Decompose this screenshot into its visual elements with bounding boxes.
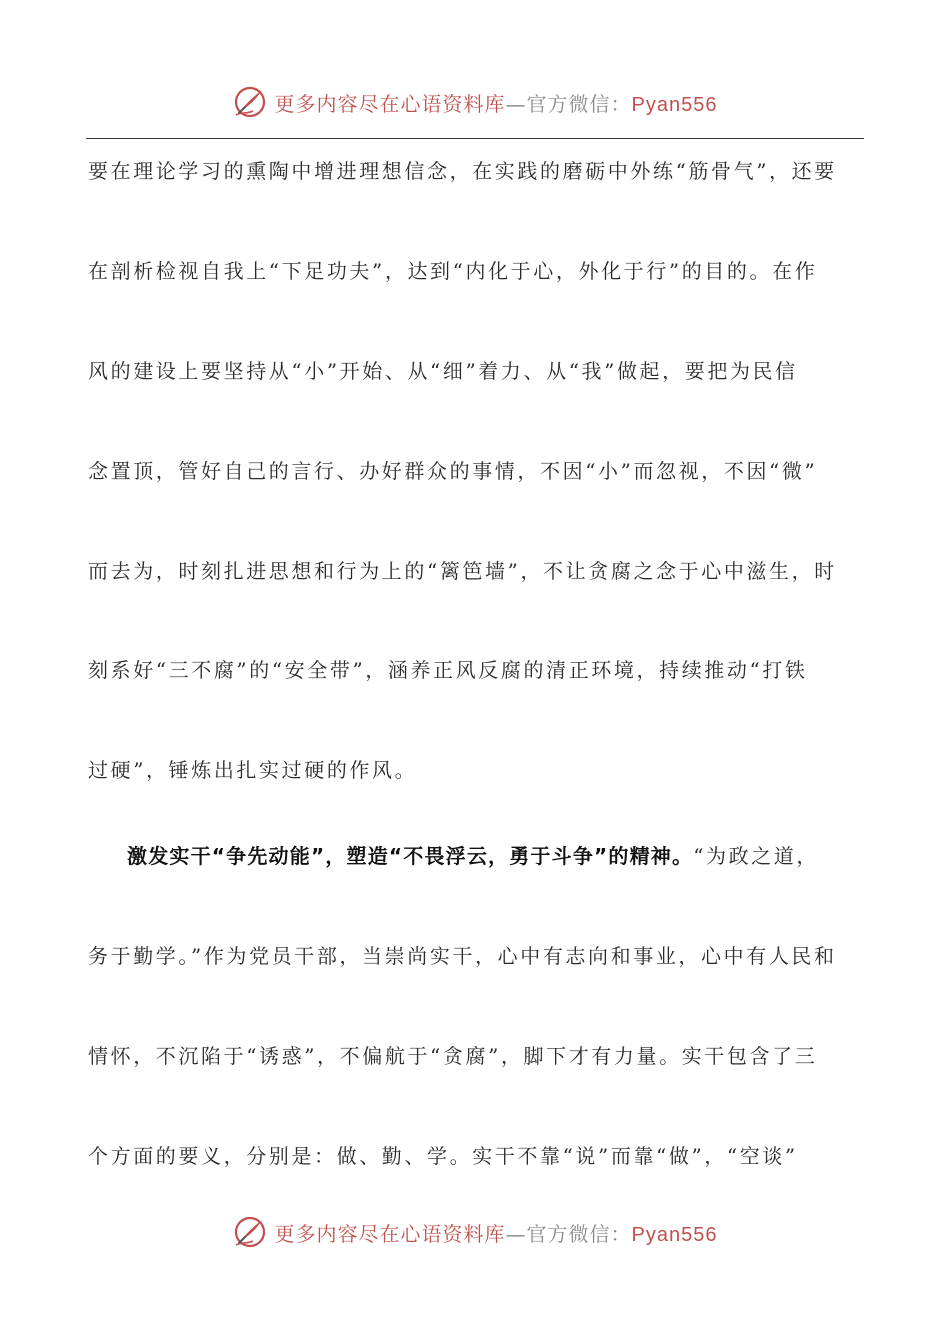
header-wechat-label: 官方微信： — [526, 91, 632, 116]
footer-wechat-label: 官方微信： — [526, 1221, 632, 1246]
body-line-5: 而去为，时刻扎进思想和行为上的“篱笆墙”，不让贪腐之念于心中滋生，时 — [88, 559, 837, 583]
header-wechat-id: Pyan556 — [631, 93, 718, 116]
body-line-4: 念置顶，管好自己的言行、办好群众的事情，不因“小”而忽视，不因“微” — [88, 459, 818, 483]
para2-bold-lead: 激发实干“争先动能”，塑造“不畏浮云，勇于斗争”的精神。 — [127, 844, 694, 868]
para2-first-rest: “为政之道， — [693, 844, 820, 868]
quill-logo-icon — [233, 85, 267, 119]
footer-banner — [0, 1212, 950, 1252]
body-line-3: 风的建设上要坚持从“小”开始、从“细”着力、从“我”做起，要把为民信 — [88, 359, 798, 383]
body-line-1: 要在理论学习的熏陶中增进理想信念，在实践的磨砺中外练“筋骨气”，还要 — [88, 159, 837, 183]
quill-logo-icon — [233, 1215, 267, 1249]
footer-main-text: 更多内容尽在心语资料库 — [274, 1221, 506, 1246]
footer-separator: — — [505, 1221, 527, 1246]
header-separator: — — [505, 91, 527, 116]
body-para2-line-2: 务于勤学。”作为党员干部，当崇尚实干，心中有志向和事业，心中有人民和 — [88, 944, 837, 968]
body-line-2: 在剖析检视自我上“下足功夫”，达到“内化于心，外化于行”的目的。在作 — [88, 259, 818, 283]
footer-wechat-id: Pyan556 — [631, 1223, 718, 1246]
body-line-7: 过硬”，锤炼出扎实过硬的作风。 — [88, 758, 418, 782]
body-line-6: 刻系好“三不腐”的“安全带”，涵养正风反腐的清正环境，持续推动“打铁 — [88, 658, 808, 682]
header-main-text: 更多内容尽在心语资料库 — [274, 91, 506, 116]
body-para2-first-line — [127, 843, 917, 869]
footer-banner-text — [275, 1218, 718, 1247]
header-divider — [86, 138, 864, 139]
header-banner — [0, 82, 950, 122]
body-para2-line-4: 个方面的要义，分别是：做、勤、学。实干不靠“说”而靠“做”，“空谈” — [88, 1144, 798, 1168]
body-para2-line-3: 情怀，不沉陷于“诱惑”，不偏航于“贪腐”，脚下才有力量。实干包含了三 — [88, 1044, 818, 1068]
header-banner-text — [275, 88, 718, 117]
